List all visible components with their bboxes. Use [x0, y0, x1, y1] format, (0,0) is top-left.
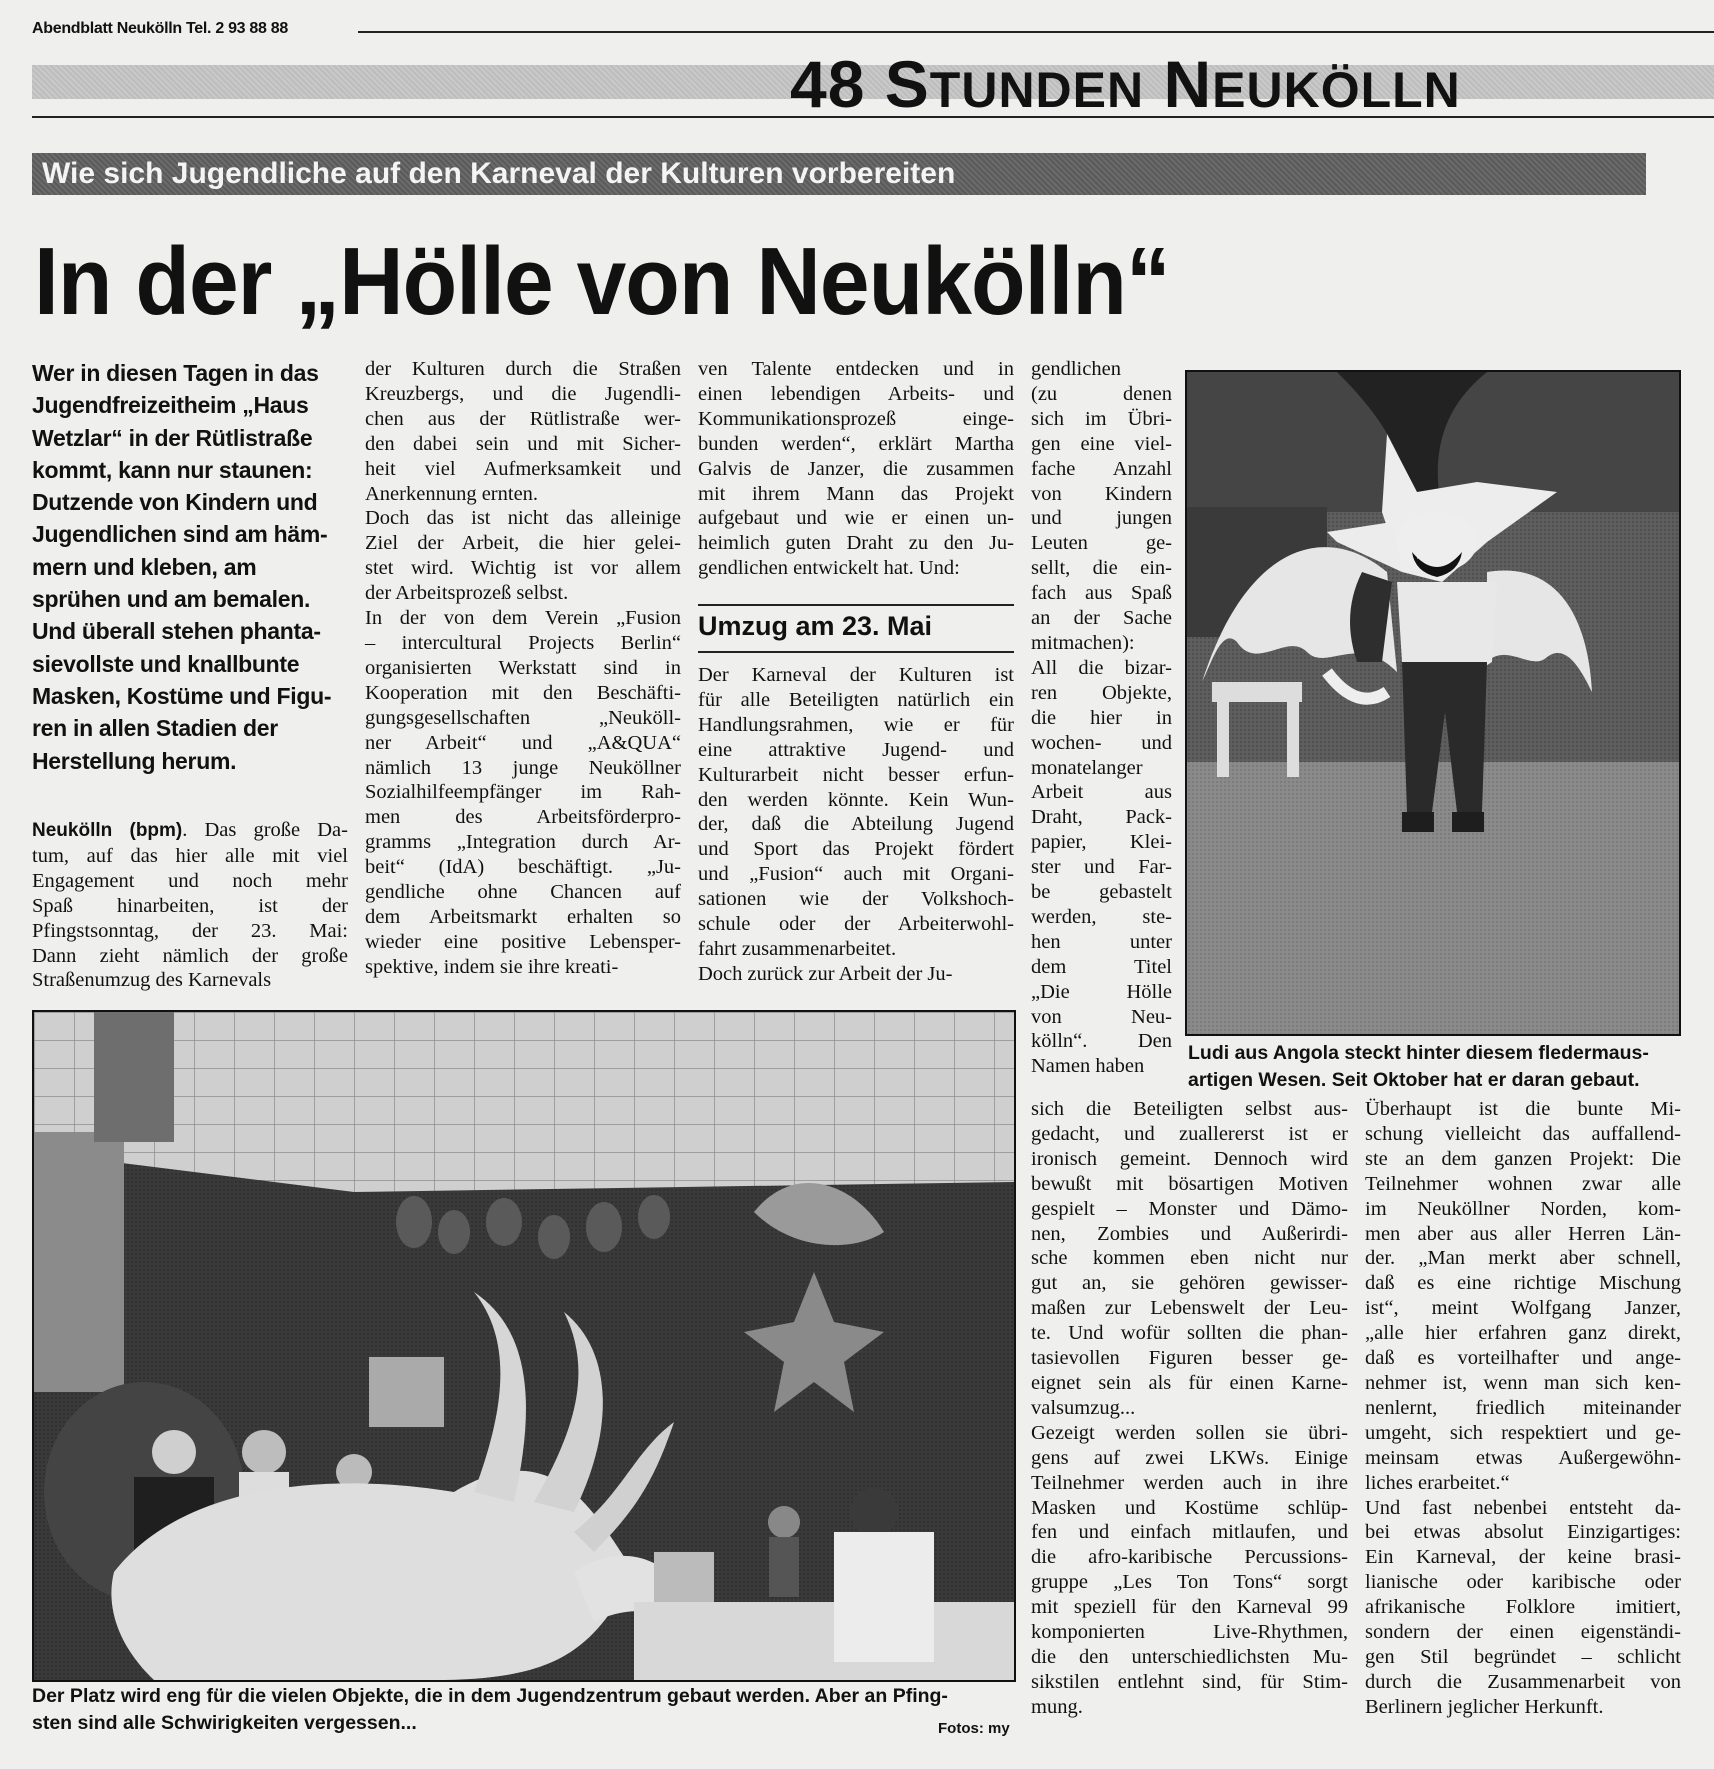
- text-line: und Sport das Projekt fördert: [698, 838, 1014, 861]
- text-line: Kreuzbergs, und die Jugendli-: [365, 382, 681, 405]
- text-line: sprühen und am bemalen.: [32, 586, 311, 613]
- text-line: Der Platz wird eng für die vielen Objekte, die in dem Jugendzentrum gebaut werden. Aber an Pfing-: [32, 1685, 948, 1707]
- text-line: valsumzug...: [1031, 1396, 1136, 1419]
- text-line: Engagement und noch mehr: [32, 869, 348, 892]
- text-line: der. „Man merkt aber schnell,: [1365, 1247, 1681, 1270]
- text-line: mitmachen):: [1031, 631, 1135, 654]
- text-line: Pfingstsonntag, der 23. Mai:: [32, 919, 348, 942]
- text-line: und „Fusion“ auch mit Organi-: [698, 863, 1014, 886]
- text-line: be gebastelt: [1031, 881, 1172, 904]
- text-line: artigen Wesen. Seit Oktober hat er daran gebaut.: [1188, 1069, 1640, 1091]
- text-line: Der Karneval der Kulturen ist: [698, 664, 1014, 686]
- photo-credit: Fotos: my: [938, 1720, 1010, 1737]
- text-line: sationen wie der Volkshoch-: [698, 888, 1014, 911]
- text-line: wochen- und: [1031, 731, 1172, 754]
- text-line: Gezeigt werden sollen sie übri-: [1031, 1421, 1348, 1444]
- text-line: ist“, meint Wolfgang Janzer,: [1365, 1297, 1681, 1320]
- kicker: Wie sich Jugendliche auf den Karneval der Kulturen vorbereiten: [42, 157, 956, 190]
- text-line: maßen zur Lebenswelt der Leu-: [1031, 1297, 1348, 1320]
- text-line: sikstilen entlehnt sind, für Stim-: [1031, 1670, 1348, 1693]
- text-line: gendlichen: [1031, 358, 1121, 380]
- costume-caption: [1188, 1040, 1678, 1094]
- text-line: Jugendlichen sind am häm-: [32, 521, 328, 548]
- text-line: Dutzende von Kindern und: [32, 489, 318, 516]
- text-line: „alle hier erfahren ganz direkt,: [1365, 1322, 1681, 1345]
- text-line: men des Arbeitsförderpro-: [365, 806, 681, 829]
- text-line: (zu denen: [1031, 382, 1172, 405]
- text-line: liches erarbeitet.“: [1365, 1471, 1510, 1494]
- text-line: mern und kleben, am: [32, 553, 257, 580]
- text-line: hen unter: [1031, 930, 1172, 953]
- text-line: die den unterschiedlichsten Mu-: [1031, 1645, 1348, 1668]
- col1-line-0: . Das große Da-: [182, 819, 348, 841]
- text-line: Teilnehmer wohnen zwar alle: [1365, 1172, 1681, 1195]
- column-3-bottom: [698, 663, 1014, 987]
- section-word1-rest: TUNDEN: [929, 62, 1145, 118]
- text-line: fen und einfach mitlaufen, und: [1031, 1521, 1348, 1544]
- text-line: heit viel Aufmerksamkeit und: [365, 457, 681, 480]
- text-line: bunden werden“, erklärt Martha: [698, 432, 1014, 455]
- text-line: nen, Zombies und Außerirdi-: [1031, 1222, 1348, 1245]
- text-line: Und fast nebenbei entsteht da-: [1365, 1496, 1681, 1519]
- text-line: durch die Zusammenarbeit von: [1365, 1670, 1681, 1693]
- text-line: die hier in: [1031, 706, 1172, 729]
- text-line: Wetzlar“ in der Rütlistraße: [32, 424, 313, 451]
- bat-costume-illustration: [1187, 372, 1679, 1034]
- text-line: dem Arbeitsmarkt erhalten so: [365, 905, 681, 928]
- text-line: Spaß hinarbeiten, ist der: [32, 894, 348, 917]
- text-line: gens auf zwei LKWs. Einige: [1031, 1446, 1348, 1469]
- text-line: daß es eine richtige Mischung: [1365, 1272, 1681, 1295]
- text-line: schung vielleicht das auffallend-: [1365, 1122, 1681, 1145]
- section-word2-rest: EUKÖLLN: [1212, 62, 1461, 118]
- text-line: sten sind alle Schwirigkeiten vergessen...: [32, 1712, 417, 1734]
- text-line: te. Und wofür sollten die phan-: [1031, 1322, 1348, 1345]
- text-line: Masken, Kostüme und Figu-: [32, 682, 332, 709]
- text-line: nenlernt, friedlich miteinander: [1365, 1396, 1681, 1419]
- text-line: aufgebaut und wie er einen un-: [698, 507, 1014, 530]
- workshop-caption: [32, 1683, 1012, 1737]
- subhead: Umzug am 23. Mai: [698, 611, 933, 641]
- subhead-rule-bottom: [698, 651, 1014, 653]
- text-line: fache Anzahl: [1031, 457, 1172, 480]
- paper-line: Abendblatt Neukölln Tel. 2 93 88 88: [32, 20, 288, 37]
- text-line: bewußt mit bösartigen Motiven: [1031, 1172, 1348, 1195]
- text-line: ren Objekte,: [1031, 681, 1172, 704]
- costume-photo: [1185, 370, 1681, 1036]
- text-line: für alle Beteiligten natürlich ein: [698, 688, 1014, 711]
- text-line: der Kulturen durch die Straßen: [365, 358, 681, 380]
- text-line: lianische oder karibische oder: [1365, 1571, 1681, 1594]
- text-line: an der Sache: [1031, 607, 1172, 630]
- text-line: eignet sein als für einen Karne-: [1031, 1371, 1348, 1394]
- section-word1-initial: S: [884, 47, 930, 121]
- text-line: men aber aus aller Herren Län-: [1365, 1222, 1681, 1245]
- text-line: organisierten Werkstatt sind in: [365, 656, 681, 679]
- text-line: gespielt – Monster und Dämo-: [1031, 1197, 1348, 1220]
- text-line: afrikanische Folklore imitiert,: [1365, 1596, 1681, 1619]
- text-line: Wer in diesen Tagen in das: [32, 360, 319, 386]
- text-line: Galvis de Janzer, die zusammen: [698, 457, 1014, 480]
- text-line: gen Stil begründet – schlicht: [1365, 1645, 1681, 1668]
- text-line: daß es vorteilhafter und ange-: [1365, 1347, 1681, 1370]
- text-line: fahrt zusammenarbeitet.: [698, 937, 897, 960]
- text-line: schule oder der Arbeiterwohl-: [698, 913, 1014, 936]
- text-line: gendlichen entwickelt hat. Und:: [698, 557, 960, 580]
- text-line: einen lebendigen Arbeits- und: [698, 382, 1014, 405]
- text-line: wieder eine positive Lebensper-: [365, 930, 681, 953]
- column-5: [1031, 1097, 1348, 1720]
- text-line: Doch das ist nicht das alleinige: [365, 507, 681, 530]
- text-line: ster und Far-: [1031, 856, 1172, 879]
- text-line: ven Talente entdecken und in: [698, 358, 1014, 380]
- text-line: Namen haben: [1031, 1055, 1145, 1078]
- text-line: der Arbeitsprozeß selbst.: [365, 582, 569, 605]
- dateline: Neukölln (bpm): [32, 820, 183, 841]
- text-line: Handlungsrahmen, wie er für: [698, 713, 1014, 736]
- text-line: dem Titel: [1031, 955, 1172, 978]
- text-line: Jugendfreizeitheim „Haus: [32, 392, 309, 419]
- text-line: gen eine viel-: [1031, 432, 1172, 455]
- text-line: ner Arbeit“ und „A&QUA“: [365, 731, 681, 754]
- text-line: papier, Klei-: [1031, 831, 1172, 854]
- text-line: und jungen: [1031, 507, 1172, 530]
- column-4: [1031, 357, 1172, 1079]
- text-line: den werden könnte. Kein Wun-: [698, 788, 1014, 811]
- text-line: stet wird. Wichtig ist vor allem: [365, 557, 681, 580]
- text-line: sich im Übri-: [1031, 407, 1172, 430]
- workshop-illustration: [34, 1012, 1014, 1680]
- text-line: fach aus Spaß: [1031, 582, 1172, 605]
- text-line: Sozialhilfeempfänger im Rah-: [365, 781, 681, 804]
- text-line: mit ihrem Mann das Projekt: [698, 482, 1014, 505]
- text-line: sondern der einen eigenständi-: [1365, 1621, 1681, 1644]
- text-line: heimlich guten Draht zu den Ju-: [698, 532, 1014, 555]
- headline: In der „Hölle von Neukölln“: [34, 228, 1170, 335]
- text-line: gendliche ohne Chancen auf: [365, 881, 681, 904]
- text-line: sellt, die ein-: [1031, 557, 1172, 580]
- text-line: Masken und Kostüme schlüp-: [1031, 1496, 1348, 1519]
- text-line: Überhaupt ist die bunte Mi-: [1365, 1098, 1681, 1120]
- text-line: Leuten ge-: [1031, 532, 1172, 555]
- text-line: Kulturarbeit nicht besser erfun-: [698, 763, 1014, 786]
- text-line: sche kommen eben nicht nur: [1031, 1247, 1348, 1270]
- text-line: Teilnehmer werden auch in ihre: [1031, 1471, 1348, 1494]
- text-line: von Neu-: [1031, 1005, 1172, 1028]
- column-3-top: [698, 357, 1014, 581]
- text-line: All die bizar-: [1031, 656, 1172, 679]
- text-line: ste an dem ganzen Projekt: Die: [1365, 1147, 1681, 1170]
- text-line: komponierten Live-Rhythmen,: [1031, 1621, 1348, 1644]
- text-line: im Neuköllner Norden, kom-: [1365, 1197, 1681, 1220]
- text-line: „Die Hölle: [1031, 980, 1172, 1003]
- text-line: Doch zurück zur Arbeit der Ju-: [698, 962, 953, 985]
- text-line: gungsgesellschaften „Neuköll-: [365, 706, 681, 729]
- text-line: Und überall stehen phanta-: [32, 618, 321, 645]
- text-line: gramms „Integration durch Ar-: [365, 831, 681, 854]
- text-line: chen aus der Rütlistraße wer-: [365, 407, 681, 430]
- column-1: [32, 818, 348, 993]
- lead-paragraph: [32, 357, 332, 777]
- text-line: nehmer ist, wenn man sich ken-: [1365, 1371, 1681, 1394]
- text-line: tasievollen Figuren besser ge-: [1031, 1347, 1348, 1370]
- text-line: Kommunikationsprozeß einge-: [698, 407, 1014, 430]
- text-line: von Kindern: [1031, 482, 1172, 505]
- text-line: ren in allen Stadien der: [32, 715, 278, 742]
- section-word2-initial: N: [1163, 47, 1213, 121]
- text-line: der, daß die Abteilung Jugend: [698, 813, 1014, 836]
- text-line: mit speziell für den Karneval 99: [1031, 1596, 1348, 1619]
- text-line: nämlich 13 junge Neuköllner: [365, 756, 681, 779]
- text-line: den dabei sein und mit Sicher-: [365, 432, 681, 455]
- column-2: [365, 357, 681, 980]
- text-line: bei etwas absolut Einzigartiges:: [1365, 1521, 1681, 1544]
- text-line: Herstellung herum.: [32, 747, 237, 774]
- text-line: Berlinern jeglicher Herkunft.: [1365, 1695, 1604, 1718]
- text-line: Draht, Pack-: [1031, 806, 1172, 829]
- text-line: Ein Karneval, der keine brasi-: [1365, 1546, 1681, 1569]
- section-title: [790, 46, 1461, 128]
- col1-first-line: [32, 818, 348, 844]
- text-line: Anerkennung ernten.: [365, 482, 539, 505]
- text-line: kölln“. Den: [1031, 1030, 1172, 1053]
- text-line: umgeht, sich respektiert und ge-: [1365, 1421, 1681, 1444]
- text-line: Arbeit aus: [1031, 781, 1172, 804]
- text-line: spektive, indem sie ihre kreati-: [365, 955, 619, 978]
- text-line: werden, ste-: [1031, 905, 1172, 928]
- text-line: gruppe „Les Ton Tons“ sorgt: [1031, 1571, 1348, 1594]
- col1-rest: [32, 844, 348, 993]
- workshop-photo: [32, 1010, 1016, 1682]
- text-line: Straßenumzug des Karnevals: [32, 969, 272, 992]
- section-number: 48: [790, 47, 866, 121]
- subhead-rule-top: [698, 604, 1014, 606]
- column-6: [1365, 1097, 1681, 1720]
- text-line: gut an, sie gehören gewisser-: [1031, 1272, 1348, 1295]
- text-line: mung.: [1031, 1695, 1083, 1718]
- text-line: beit“ (IdA) beschäftigt. „Ju-: [365, 856, 681, 879]
- text-line: Kooperation mit den Beschäfti-: [365, 681, 681, 704]
- text-line: sievollste und knallbunte: [32, 650, 300, 677]
- text-line: kommt, kann nur staunen:: [32, 456, 313, 483]
- text-line: tum, auf das hier alle mit viel: [32, 844, 348, 867]
- text-line: meinsam etwas Außergewöhn-: [1365, 1446, 1681, 1469]
- text-line: gedacht, und zuallererst ist er: [1031, 1122, 1348, 1145]
- text-line: eine attraktive Jugend- und: [698, 738, 1014, 761]
- text-line: monatelanger: [1031, 756, 1143, 779]
- text-line: ironisch gemeint. Dennoch wird: [1031, 1147, 1348, 1170]
- text-line: – intercultural Projects Berlin“: [365, 631, 681, 654]
- text-line: die afro-karibische Percussions-: [1031, 1546, 1348, 1569]
- text-line: In der von dem Verein „Fusion: [365, 607, 681, 630]
- text-line: Ludi aus Angola steckt hinter diesem fledermaus-: [1188, 1042, 1649, 1064]
- text-line: Ziel der Arbeit, die hier gelei-: [365, 532, 681, 555]
- text-line: Dann zieht nämlich der große: [32, 944, 348, 967]
- text-line: sich die Beteiligten selbst aus-: [1031, 1098, 1348, 1120]
- top-rule: [358, 31, 1714, 33]
